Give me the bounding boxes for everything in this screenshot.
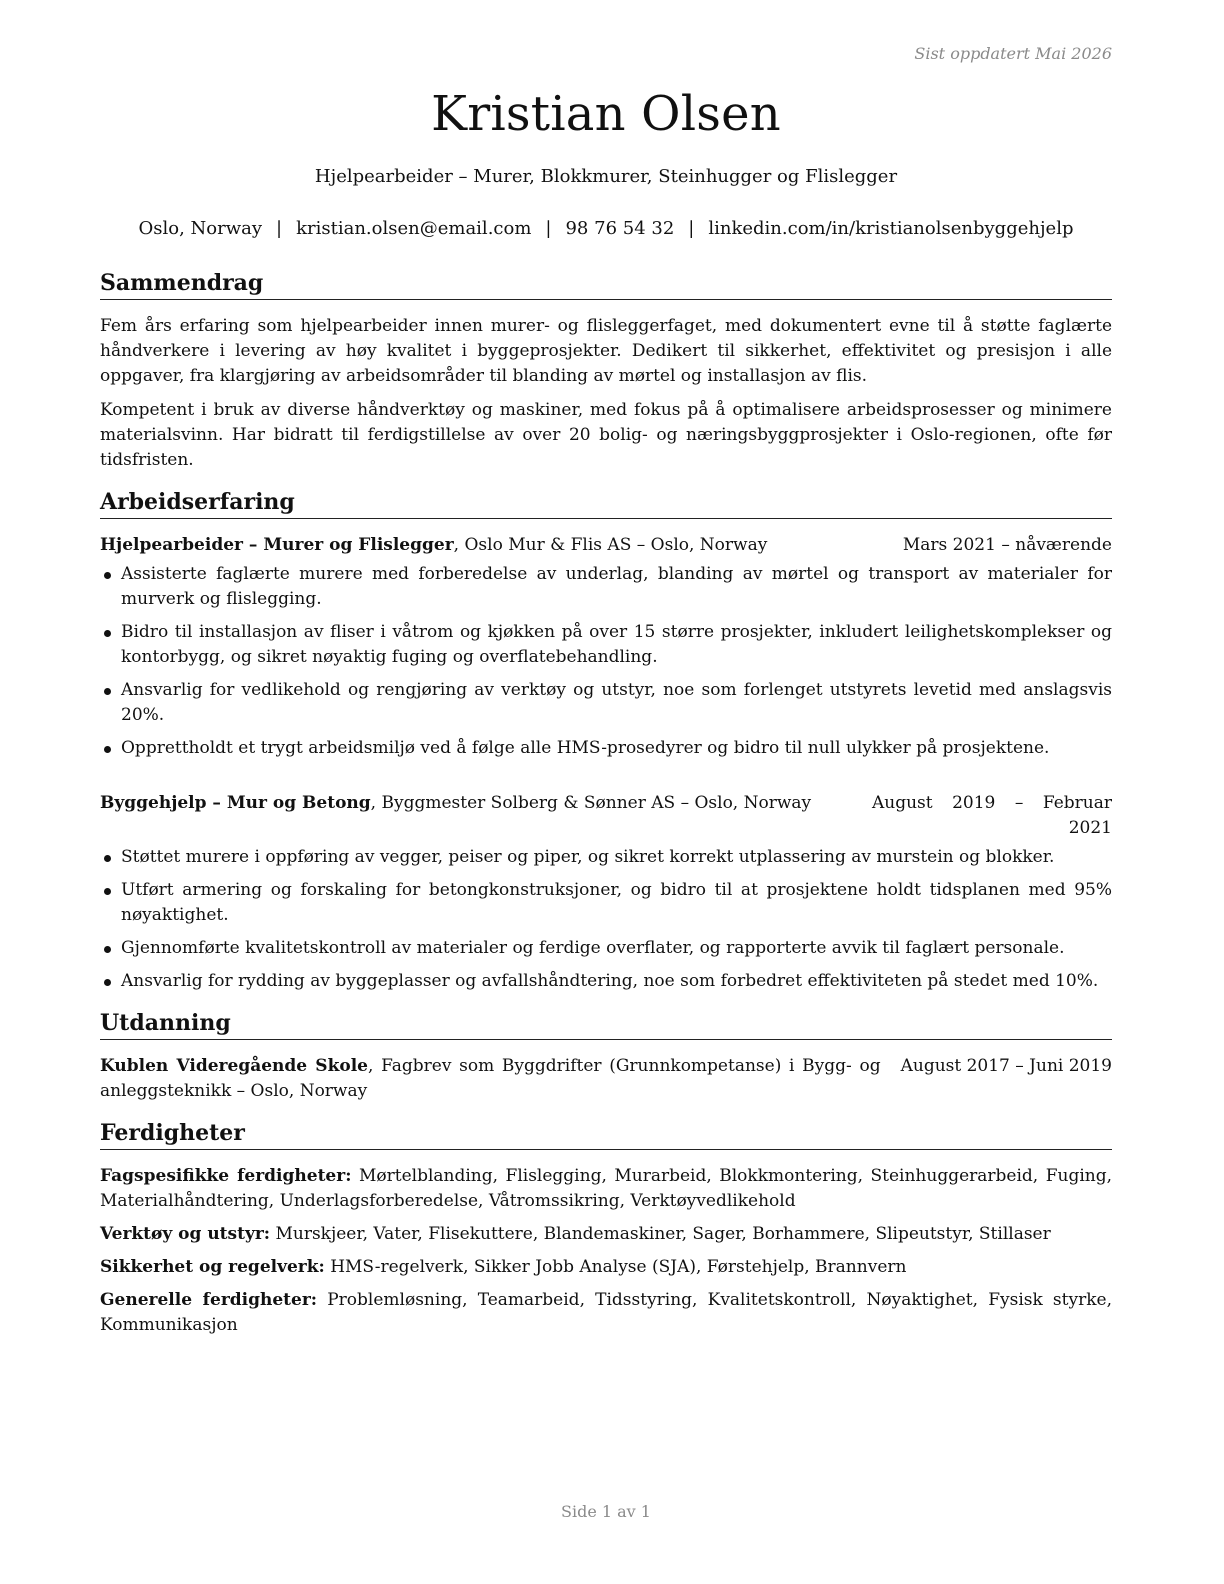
contact-separator: | (545, 218, 552, 239)
skill-group-label: Sikkerhet og regelverk: (100, 1257, 325, 1277)
contact-location: Oslo, Norway (138, 218, 263, 239)
contact-separator: | (688, 218, 695, 239)
job-dates: August 2019 – Februar 2021 (872, 793, 1112, 838)
education-title: Utdanning (100, 1008, 1112, 1040)
skills-title: Ferdigheter (100, 1118, 1112, 1150)
job-org: , Byggmester Solberg & Sønner AS – Oslo, Norway (370, 793, 812, 813)
skills-section (100, 1118, 1112, 1338)
education-school: Kublen Videregående Skole (100, 1056, 368, 1076)
education-entry (100, 1054, 1112, 1104)
experience-title: Arbeidserfaring (100, 487, 1112, 519)
job-bullets (100, 845, 1112, 994)
contact-phone[interactable]: 98 76 54 32 (565, 218, 675, 239)
skill-group (100, 1255, 1112, 1280)
page-number: Side 1 av 1 (561, 1502, 651, 1521)
contact-email[interactable]: kristian.olsen@email.com (296, 218, 532, 239)
resume-page (100, 0, 1112, 1584)
summary-paragraph: Fem års erfaring som hjelpearbeider innen murer- og flisleggerfaget, med dokumentert evne til å støtte faglærte håndverkere i levering av høy kvalitet i byggeprosjekter. Dedikert til sikkerhet, effektivitet og presisjon i alle oppgaver, fra klargjøring av arbeidsområder til blanding av mørtel og installasjon av flis. (100, 316, 1112, 386)
job-entry (100, 791, 1112, 994)
education-detail: , Fagbrev som Byggdrifter (Grunnkompetanse) i Bygg- og anleggsteknikk – Oslo, Norway (100, 1056, 881, 1101)
skill-group-items: Murskjeer, Vater, Flisekuttere, Blandemaskiner, Sager, Borhammere, Slipeutstyr, Stillaser (270, 1224, 1051, 1244)
skill-group (100, 1222, 1112, 1247)
job-dates: Mars 2021 – nåværende (902, 535, 1112, 555)
job-org: , Oslo Mur & Flis AS – Oslo, Norway (453, 535, 768, 555)
job-header (100, 791, 1112, 841)
skill-group-items: Mørtelblanding, Flislegging, Murarbeid, Blokkmontering, Steinhuggerarbeid, Fuging, Materialhåndtering, Underlagsforberedelse, Våtromssikring, Verktøyvedlikehold (100, 1166, 1112, 1211)
skill-group-label: Generelle ferdigheter: (100, 1290, 318, 1310)
contact-linkedin[interactable]: linkedin.com/in/kristianolsenbyggehjelp (708, 218, 1074, 239)
job-bullet: Utført armering og forskaling for betongkonstruksjoner, og bidro til at prosjektene holdt tidsplanen med 95% nøyaktighet. (100, 878, 1112, 928)
candidate-headline: Hjelpearbeider – Murer, Blokkmurer, Steinhugger og Flislegger (314, 166, 898, 187)
job-bullets (100, 562, 1112, 761)
job-bullet: Ansvarlig for vedlikehold og rengjøring av verktøy og utstyr, noe som forlenget utstyrets levetid med anslagsvis 20%. (100, 678, 1112, 728)
education-section (100, 1008, 1112, 1104)
job-bullet: Gjennomførte kvalitetskontroll av materialer og ferdige overflater, og rapporterte avvik til faglært personale. (100, 936, 1112, 961)
skill-group-items: Problemløsning, Teamarbeid, Tidsstyring, Kvalitetskontroll, Nøyaktighet, Fysisk styrke, Kommunikasjon (100, 1290, 1112, 1335)
education-dates: August 2017 – Juni 2019 (900, 1056, 1112, 1076)
job-entry (100, 533, 1112, 761)
candidate-name: Kristian Olsen (431, 86, 781, 142)
job-bullet: Assisterte faglærte murere med forberedelse av underlag, blanding av mørtel og transport av materialer for murverk og flislegging. (100, 562, 1112, 612)
skill-group-items: HMS-regelverk, Sikker Jobb Analyse (SJA), Førstehjelp, Brannvern (324, 1257, 907, 1277)
skill-group (100, 1288, 1112, 1338)
skill-group-label: Verktøy og utstyr: (100, 1224, 271, 1244)
experience-section (100, 487, 1112, 994)
job-bullet: Bidro til installasjon av fliser i våtrom og kjøkken på over 15 større prosjekter, inkludert leilighetskomplekser og kontorbygg, og sikret nøyaktig fuging og overflatebehandling. (100, 620, 1112, 670)
summary-title: Sammendrag (100, 268, 1112, 300)
last-updated-note: Sist oppdatert Mai 2026 (914, 44, 1112, 63)
job-role: Hjelpearbeider – Murer og Flislegger (100, 535, 454, 555)
summary-paragraph: Kompetent i bruk av diverse håndverktøy og maskiner, med fokus på å optimalisere arbeidsprosesser og minimere materialsvinn. Har bidratt til ferdigstillelse av over 20 bolig- og næringsbyggprosjekter i Oslo-regionen, ofte før tidsfristen. (100, 400, 1112, 470)
skill-group (100, 1164, 1112, 1214)
job-bullet: Ansvarlig for rydding av byggeplasser og avfallshåndtering, noe som forbedret effektiviteten på stedet med 10%. (100, 969, 1112, 994)
summary-section (100, 268, 1112, 473)
job-header (100, 533, 1112, 558)
contact-separator: | (276, 218, 283, 239)
skill-group-label: Fagspesifikke ferdigheter: (100, 1166, 352, 1186)
job-bullet: Opprettholdt et trygt arbeidsmiljø ved å følge alle HMS-prosedyrer og bidro til null ulykker på prosjektene. (100, 736, 1112, 761)
contact-line (100, 218, 1112, 239)
job-role: Byggehjelp – Mur og Betong (100, 793, 371, 813)
job-bullet: Støttet murere i oppføring av vegger, peiser og piper, og sikret korrekt utplassering av murstein og blokker. (100, 845, 1112, 870)
resume-content (100, 268, 1112, 1352)
